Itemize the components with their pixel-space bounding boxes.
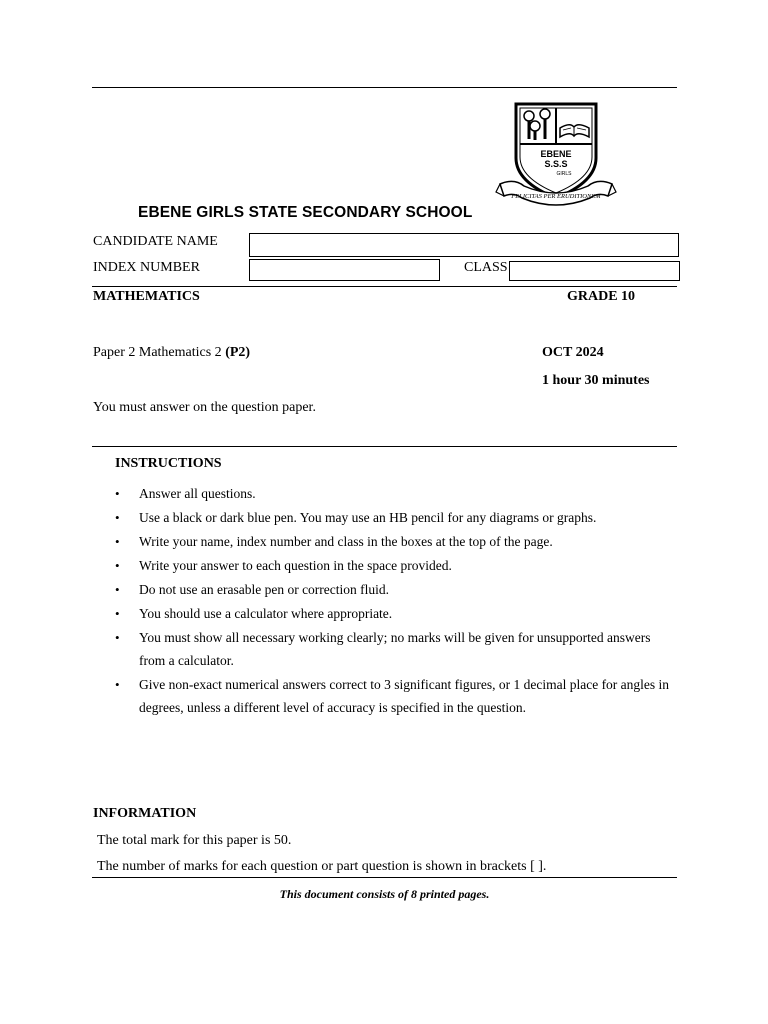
bullet-icon: •: [115, 534, 120, 549]
instruction-item: • Give non-exact numerical answers correct to 3 significant figures, or 1 decimal place for angles in degrees, unless a different level of accuracy is specified in the question.: [115, 673, 680, 719]
subject-name: MATHEMATICS: [93, 289, 200, 304]
class-field[interactable]: [509, 261, 680, 281]
bullet-icon: •: [115, 486, 120, 501]
candidate-name-field[interactable]: [249, 233, 679, 257]
instruction-item: • You should use a calculator where appropriate.: [115, 602, 680, 625]
candidate-name-label: CANDIDATE NAME: [93, 234, 218, 249]
grade-label: GRADE 10: [567, 289, 636, 304]
paper-code: (P2): [225, 345, 251, 360]
crest-text-line1: EBENE: [540, 149, 572, 159]
paper-title: [93, 345, 250, 361]
class-label: CLASS: [464, 260, 508, 275]
bottom-rule: [92, 877, 677, 878]
instruction-item: • Write your name, index number and class in the boxes at the top of the page.: [115, 530, 680, 553]
paper-title-prefix: Paper 2 Mathematics 2: [93, 345, 222, 360]
instruction-item: • Do not use an erasable pen or correction fluid.: [115, 578, 680, 601]
information-marks-note: The number of marks for each question or part question is shown in brackets [ ].: [97, 859, 547, 874]
bullet-icon: •: [115, 606, 120, 621]
form-rule: [92, 286, 677, 287]
information-total-marks: The total mark for this paper is 50.: [97, 833, 292, 848]
instruction-item: • Use a black or dark blue pen. You may use an HB pencil for any diagrams or graphs.: [115, 506, 680, 529]
crest-motto: FELICITAS PER ERUDITIONEM: [511, 193, 601, 200]
instruction-item: • You must show all necessary working clearly; no marks will be given for unsupported answers from a calculator.: [115, 626, 680, 672]
bullet-icon: •: [115, 558, 120, 573]
instructions-list: [115, 482, 680, 720]
information-heading: INFORMATION: [93, 806, 197, 821]
index-number-label: INDEX NUMBER: [93, 260, 200, 275]
bullet-icon: •: [115, 510, 120, 525]
exam-date: OCT 2024: [542, 345, 604, 360]
answer-note: You must answer on the question paper.: [93, 400, 316, 415]
school-name: EBENE GIRLS STATE SECONDARY SCHOOL: [138, 204, 473, 221]
page-count-footer: This document consists of 8 printed pages.: [279, 887, 490, 901]
bullet-icon: •: [115, 582, 120, 597]
crest-shield-icon: [494, 100, 618, 210]
exam-duration: 1 hour 30 minutes: [542, 373, 650, 388]
instruction-item: • Write your answer to each question in the space provided.: [115, 554, 680, 577]
crest-text-line2: S.S.S: [544, 159, 568, 169]
index-number-field[interactable]: [249, 259, 440, 281]
instructions-rule: [92, 446, 677, 447]
instruction-item: • Answer all questions.: [115, 482, 680, 505]
crest-text-line3: GIRLS: [556, 171, 572, 177]
instructions-heading: INSTRUCTIONS: [115, 456, 222, 471]
bullet-icon: •: [115, 677, 120, 692]
bullet-icon: •: [115, 630, 120, 645]
top-rule: [92, 87, 677, 88]
school-crest-logo: [494, 100, 618, 210]
